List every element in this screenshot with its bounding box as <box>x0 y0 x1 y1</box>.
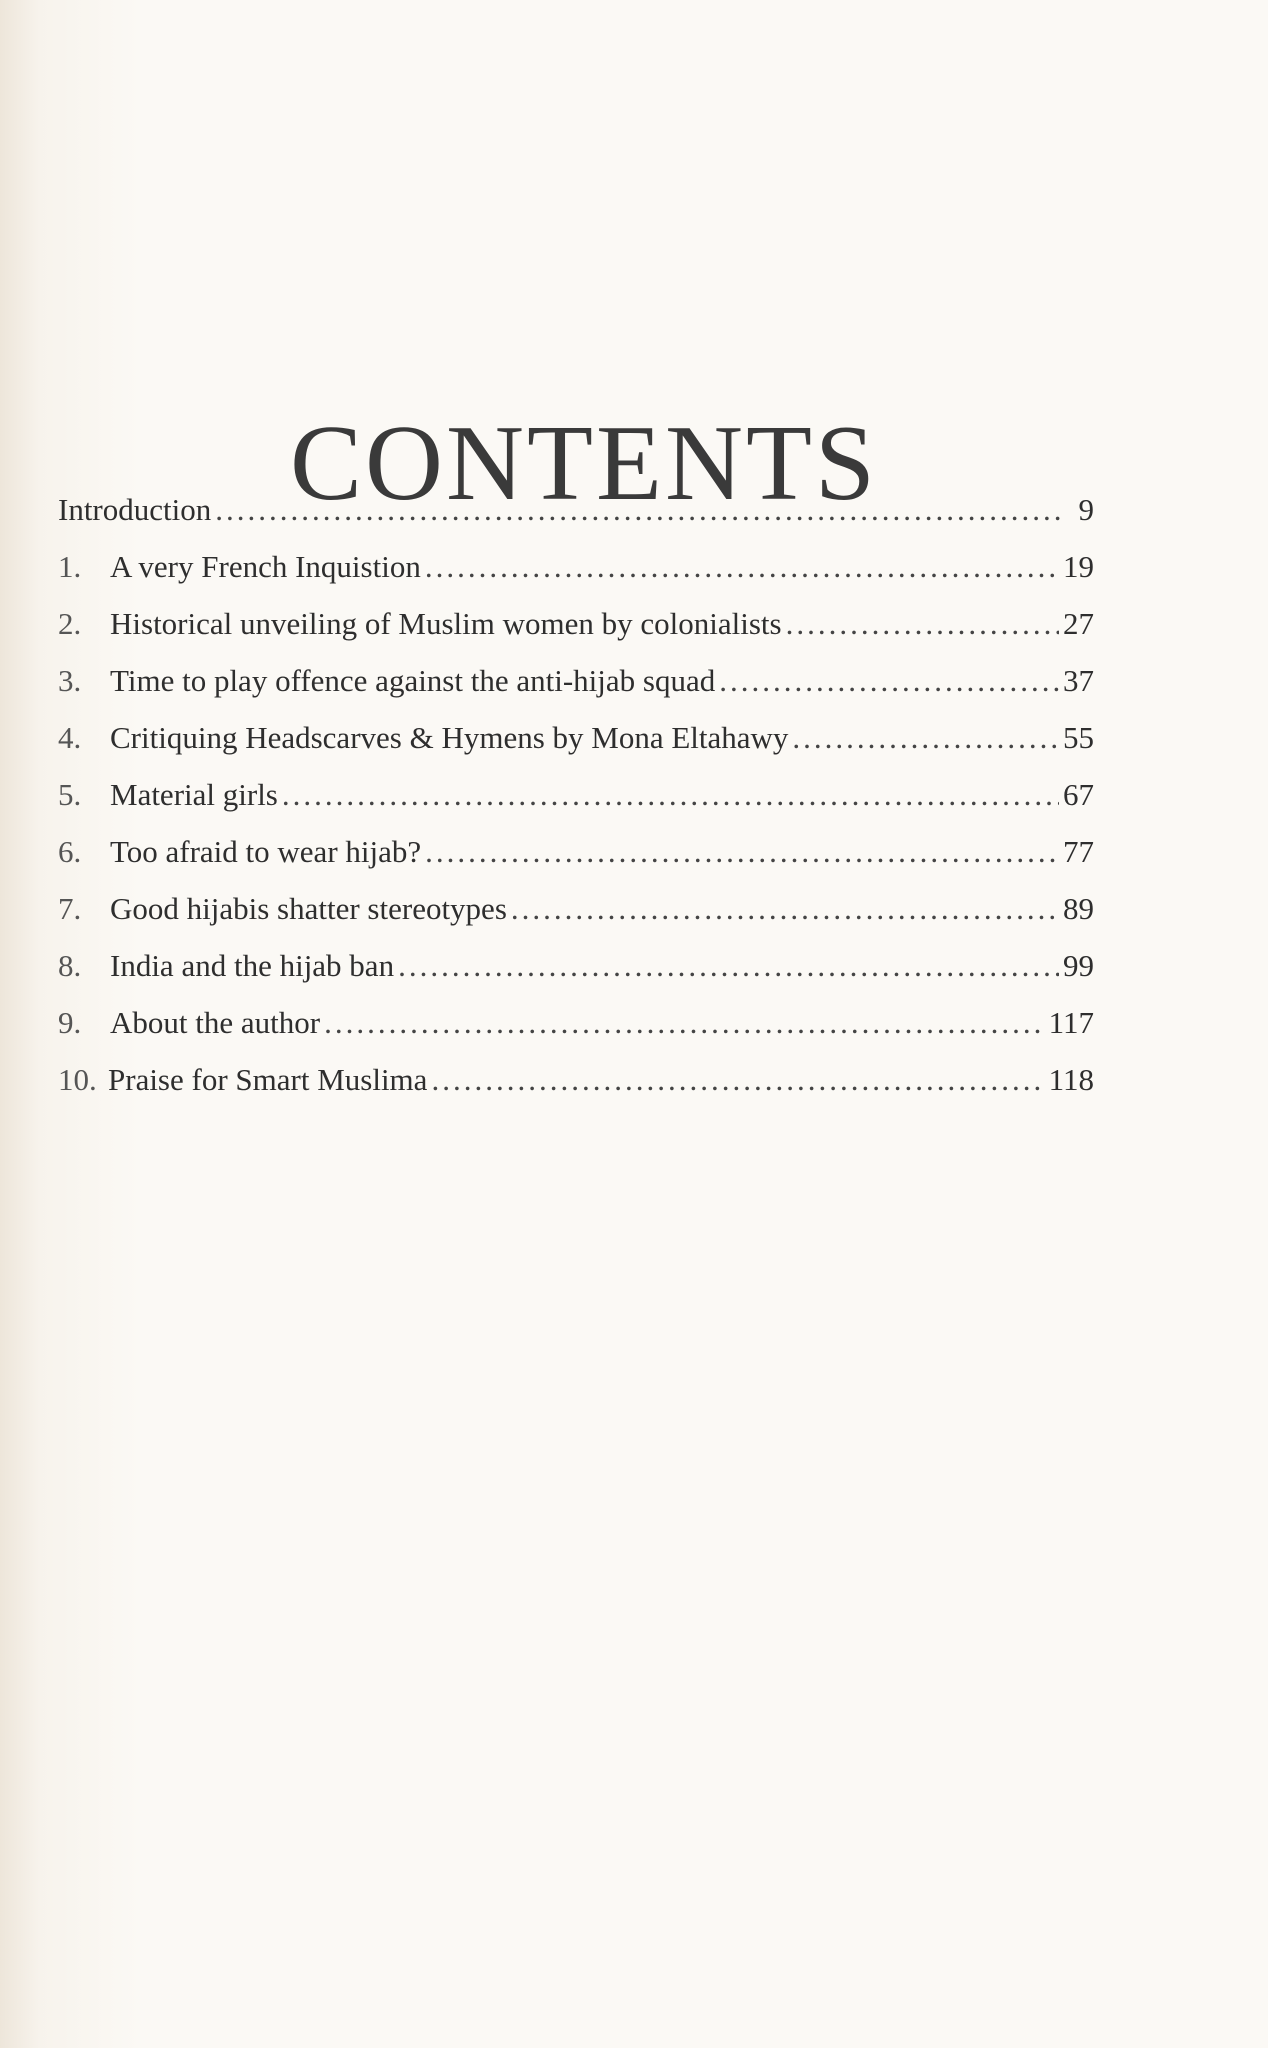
toc-entry-page: 99 <box>1063 948 1094 983</box>
toc-entry-page: 67 <box>1063 777 1094 812</box>
dot-leader <box>431 1062 1044 1098</box>
dot-leader <box>719 663 1059 699</box>
toc-entry-introduction <box>58 492 1094 549</box>
toc-entry-title: Historical unveiling of Muslim women by colonialists <box>110 606 782 641</box>
dot-leader <box>324 1005 1045 1041</box>
toc-entry-page: 89 <box>1063 891 1094 926</box>
toc-entry-title: Time to play offence against the anti-hijab squad <box>110 663 716 698</box>
toc-entry <box>58 606 1094 663</box>
toc-entry-page: 37 <box>1063 663 1094 698</box>
dot-leader <box>398 948 1059 984</box>
dot-leader <box>425 549 1059 585</box>
toc-entry-page: 9 <box>1078 492 1094 527</box>
toc-entry <box>58 663 1094 720</box>
toc-entry-page: 117 <box>1048 1005 1094 1040</box>
dot-leader <box>511 891 1059 927</box>
toc-entry-number: 4. <box>58 720 82 755</box>
toc-entry-number: 1. <box>58 549 82 584</box>
toc-entry-number: 7. <box>58 891 82 926</box>
toc-entry-number: 6. <box>58 834 82 869</box>
toc-entry-number: 8. <box>58 948 82 983</box>
toc-entry-number: 10. <box>58 1062 97 1097</box>
toc-entry-page: 55 <box>1063 720 1094 755</box>
toc-entry <box>58 834 1094 891</box>
toc-entry <box>58 720 1094 777</box>
toc-entry <box>58 948 1094 1005</box>
toc-entry-title: Introduction <box>58 492 212 527</box>
toc-entry-title: Critiquing Headscarves & Hymens by Mona Eltahawy <box>110 720 789 755</box>
toc-entry <box>58 777 1094 834</box>
dot-leader <box>215 492 1060 528</box>
dot-leader <box>282 777 1059 813</box>
page-title: CONTENTS <box>290 404 878 524</box>
toc-entry-title: About the author <box>110 1005 321 1040</box>
toc-entry-number: 2. <box>58 606 82 641</box>
toc-entry-title: Material girls <box>110 777 278 812</box>
toc-entry-page: 19 <box>1063 549 1094 584</box>
toc-entry-page: 118 <box>1048 1062 1094 1097</box>
dot-leader <box>786 606 1059 642</box>
dot-leader <box>792 720 1059 756</box>
toc-entry <box>58 549 1094 606</box>
toc-entry <box>58 891 1094 948</box>
toc-entry-number: 3. <box>58 663 82 698</box>
toc-entry-title: India and the hijab ban <box>110 948 395 983</box>
toc-entry-title: Too afraid to wear hijab? <box>110 834 422 869</box>
toc-entry-number: 9. <box>58 1005 82 1040</box>
toc-entry-page: 77 <box>1063 834 1094 869</box>
dot-leader <box>425 834 1059 870</box>
toc-entry <box>58 1062 1094 1119</box>
toc-entry-title: Good hijabis shatter stereotypes <box>110 891 507 926</box>
toc-entry-page: 27 <box>1063 606 1094 641</box>
toc-entry-title: A very French Inquistion <box>110 549 421 584</box>
toc-entry-number: 5. <box>58 777 82 812</box>
table-of-contents <box>58 492 1094 1119</box>
toc-entry-title: Praise for Smart Muslima <box>108 1062 428 1097</box>
toc-entry <box>58 1005 1094 1062</box>
